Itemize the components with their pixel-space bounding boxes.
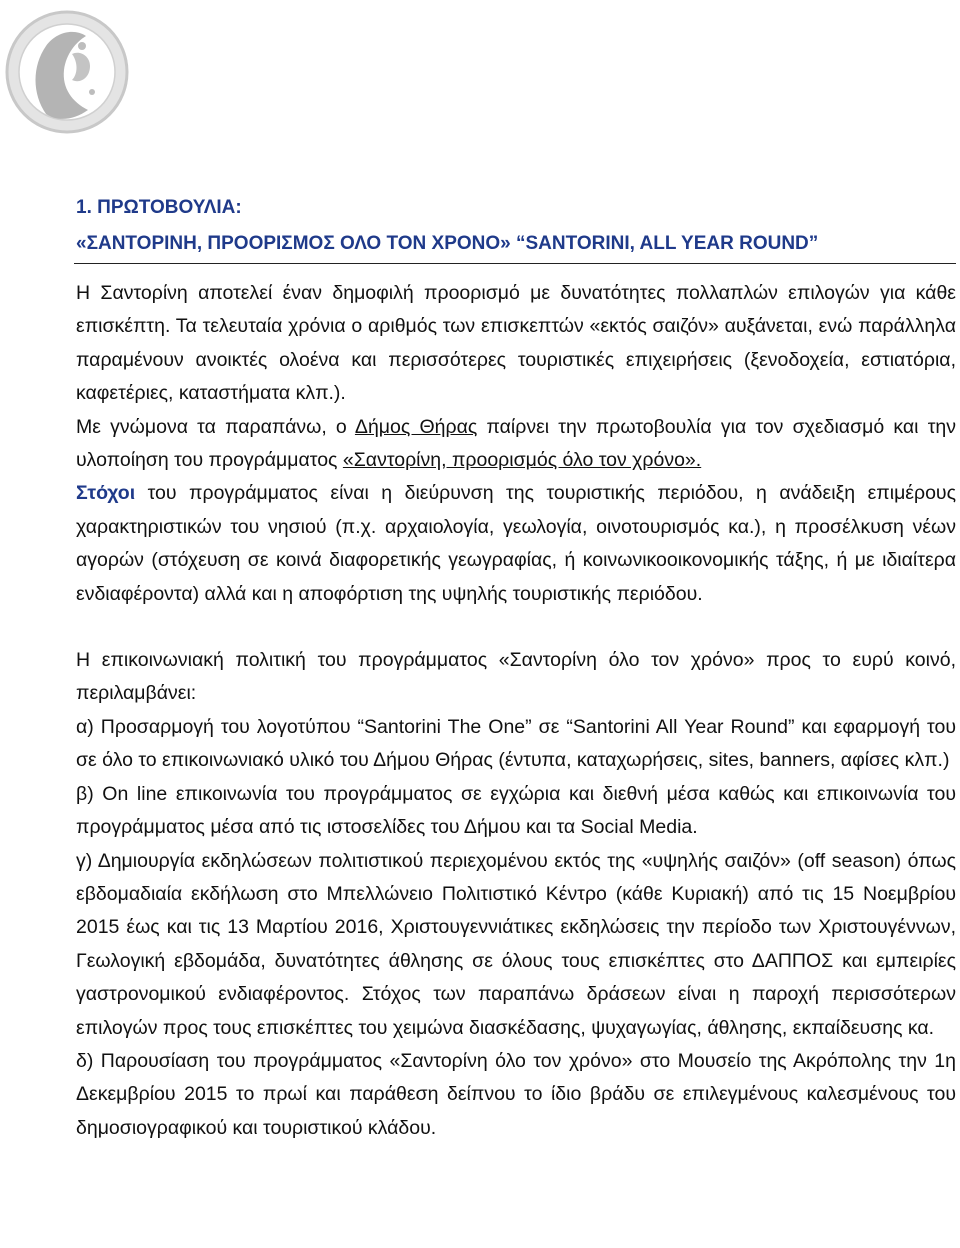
document-body (76, 196, 956, 1145)
intro-paragraph: Η Σαντορίνη αποτελεί έναν δημοφιλή προορισμό με δυνατότητες πολλαπλών επιλογών για κάθε επισκέπτη. Τα τελευταία χρόνια ο αριθμός των επισκεπτών «εκτός σαιζόν» αυξάνεται, ενώ παράλληλα παραμένουν ανοικτές ολοένα και περισσότερες τουριστικές επιχειρήσεις (ξενοδοχεία, εστιατόρια, καφετέριες, καταστήματα κλπ.). (76, 282, 956, 405)
goals-paragraph (76, 477, 956, 611)
goals-label: Στόχοι (76, 482, 136, 505)
program-title: «ΣΑΝΤΟΡΙΝΗ, ΠΡΟΟΡΙΣΜΟΣ ΟΛΟ ΤΟΝ ΧΡΟΝΟ» “SANTORINI, ALL YEAR ROUND” (74, 232, 956, 264)
paragraph-spacer (76, 611, 956, 644)
initiative-paragraph (76, 411, 956, 478)
goals-text: του προγράμματος είναι η διεύρυνση της τουριστικής περιόδου, η ανάδειξη επιμέρους χαρακτηριστικών του νησιού (π.χ. αρχαιολογία, γεωλογία, οινοτουρισμός κα.), η προσέλκυση νέων αγορών (στόχευση σε κοινά διαφορετικής γεωγραφίας, ή κοινωνικοοικονομικής τάξης, ή με ιδιαίτερα ενδιαφέροντα) αλλά και η αποφόρτιση της υψηλής τουριστικής περιόδου. (76, 482, 956, 605)
initiative-text-middle: παίρνει την πρωτοβουλία για τον σχεδιασμό και την υλοποίηση του προγράμματος (76, 415, 956, 472)
item-b: β) On line επικοινωνία του προγράμματος σε εγχώρια και διεθνή μέσα καθώς και επικοινωνία του προγράμματος μέσα από τις ιστοσελίδες του Δήμου και τα Social Media. (76, 782, 956, 839)
santorini-seal-icon (2, 2, 132, 142)
municipality-logo (2, 2, 132, 142)
initiative-text-before: Με γνώμονα τα παραπάνω, ο (76, 415, 355, 438)
program-name-link: «Σαντορίνη, προορισμός όλο τον χρόνο». (342, 449, 702, 472)
item-c: γ) Δημιουργία εκδηλώσεων πολιτιστικού περιεχομένου εκτός της «υψηλής σαιζόν» (off season) όπως εβδομαδιαία εκδήλωση στο Μπελλώνειο Πολιτιστικό Κέντρο (κάθε Κυριακή) από τις 15 Νοεμβρίου 2015 έως και τις 13 Μαρτίου 2016, Χριστουγεννιάτικες εκδηλώσεις την περίοδο των Χριστουγέννων, Γεωλογική εβδομάδα, δυνατότητες άθλησης σε όλους τους επισκέπτες στο ΔΑΠΠΟΣ και εμπειρίες γαστρονομικού ενδιαφέροντος. Στόχος των παραπάνω δράσεων είναι η παροχή περισσότερων επιλογών προς τους επισκέπτες του χειμώνα διασκέδασης, ψυχαγωγίας, άθλησης, εκπαίδευσης κα. (76, 849, 956, 1039)
item-a: α) Προσαρμογή του λογοτύπου “Santorini The One” σε “Santorini All Year Round” και εφαρμογή του σε όλο το επικοινωνιακό υλικό του Δήμου Θήρας (έντυπα, καταχωρήσεις, sites, banners, αφίσες κλπ.) (76, 715, 956, 772)
municipality-name: Δήμος Θήρας (354, 415, 478, 438)
item-d: δ) Παρουσίαση του προγράμματος «Σαντορίνη όλο τον χρόνο» στο Μουσείο της Ακρόπολης την 1η Δεκεμβρίου 2015 το πρωί και παράθεση δείπνου το ίδιο βράδυ σε επιλεγμένους καλεσμένους του δημοσιογραφικού και τουριστικού κλάδου. (76, 1049, 956, 1139)
section-title: 1. ΠΡΩΤΟΒΟΥΛΙΑ: (76, 197, 242, 218)
communication-intro: Η επικοινωνιακή πολιτική του προγράμματος «Σαντορίνη όλο τον χρόνο» προς το ευρύ κοινό, περιλαμβάνει: (76, 649, 956, 705)
